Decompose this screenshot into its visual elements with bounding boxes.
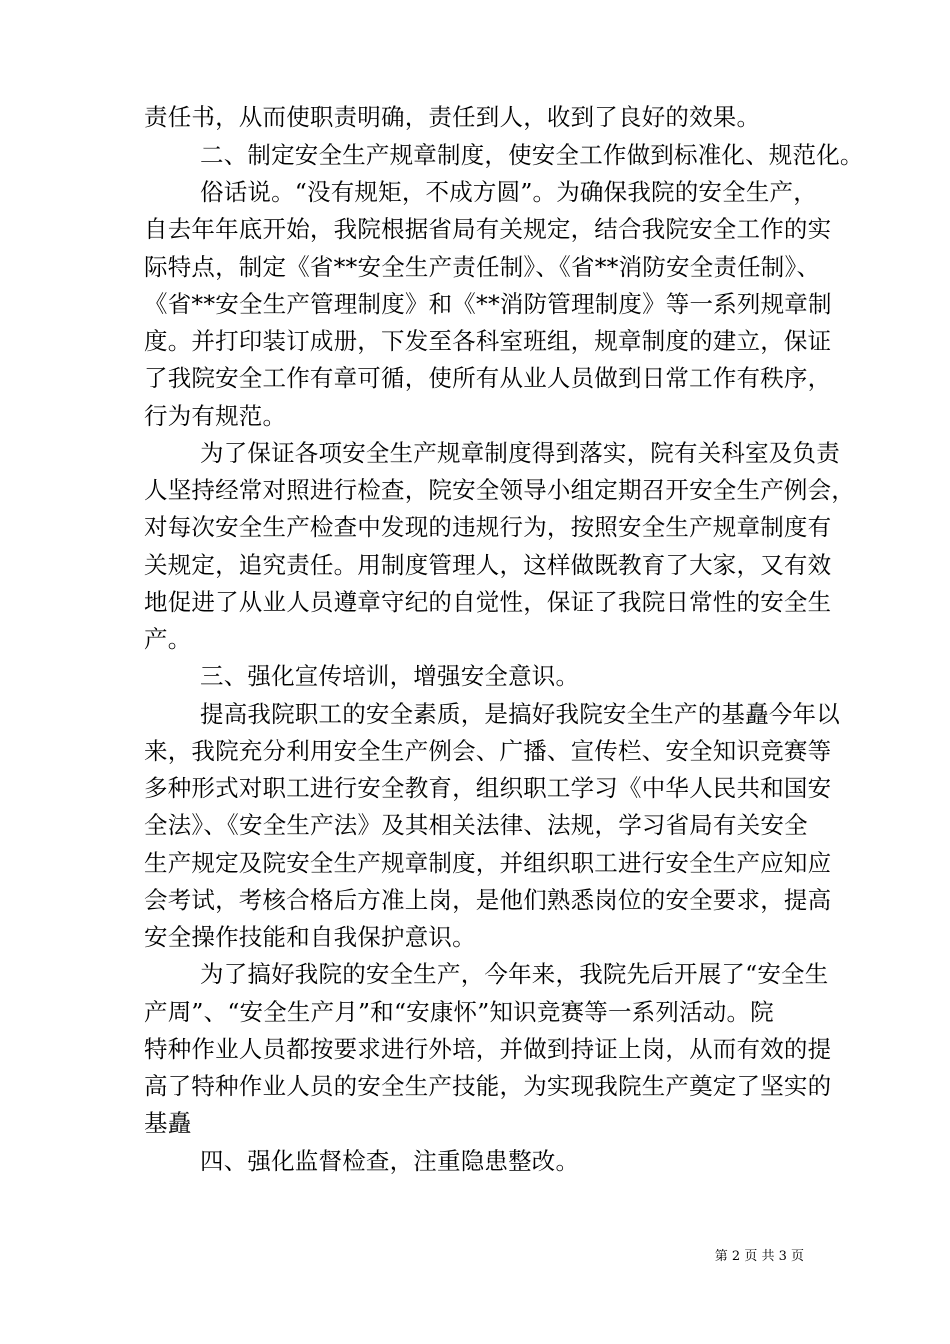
text-line: 为了搞好我院的安全生产，今年来，我院先后开展了“安全生: [200, 960, 829, 988]
section-heading: 二、制定安全生产规章制度，使安全工作做到标准化、规范化。: [200, 141, 864, 169]
text-line: 来，我院充分利用安全生产例会、广播、宣传栏、安全知识竞赛等: [144, 737, 832, 765]
text-line: 生产规定及院安全生产规章制度，并组织职工进行安全生产应知应: [144, 849, 832, 877]
section-heading: 三、强化宣传培训，增强安全意识。: [200, 662, 580, 690]
text-line: 俗话说。“没有规矩，不成方圆”。为确保我院的安全生产，: [200, 178, 817, 206]
text-line: 为了保证各项安全生产规章制度得到落实，院有关科室及负责: [200, 439, 840, 467]
text-line: 基矗: [144, 1109, 192, 1137]
text-line: 自去年年底开始，我院根据省局有关规定，结合我院安全工作的实: [144, 215, 832, 243]
text-line: 《省**安全生产管理制度》和《**消防管理制度》等一系列规章制: [144, 290, 832, 318]
text-line: 特种作业人员都按要求进行外培，并做到持证上岗，从而有效的提: [144, 1035, 832, 1063]
page-number: 第 2 页 共 3 页: [714, 1249, 804, 1264]
text-line: 际特点，制定《省**安全生产责任制》、《省**消防安全责任制》、: [144, 253, 821, 281]
text-line: 提高我院职工的安全素质，是搞好我院安全生产的基矗今年以: [200, 700, 840, 728]
text-line: 地促进了从业人员遵章守纪的自觉性，保证了我院日常性的安全生: [144, 588, 832, 616]
text-line: 安全操作技能和自我保护意识。: [144, 923, 476, 951]
text-line: 了我院安全工作有章可循，使所有从业人员做到日常工作有秩序，: [144, 364, 832, 392]
text-line: 人坚持经常对照进行检查，院安全领导小组定期召开安全生产例会，: [144, 476, 855, 504]
text-line: 产周”、“安全生产月”和“安康怀”知识竞赛等一系列活动。院: [144, 998, 774, 1026]
section-heading: 四、强化监督检查，注重隐患整改。: [200, 1147, 580, 1175]
text-line: 责任书，从而使职责明确，责任到人，收到了良好的效果。: [144, 103, 761, 131]
text-line: 关规定，追究责任。用制度管理人，这样做既教育了大家，又有效: [144, 551, 832, 579]
text-line: 多种形式对职工进行安全教育，组织职工学习《中华人民共和国安: [144, 774, 832, 802]
text-line: 全法》、《安全生产法》及其相关法律、法规，学习省局有关安全: [144, 811, 808, 839]
text-line: 高了特种作业人员的安全生产技能，为实现我院生产奠定了坚实的: [144, 1072, 832, 1100]
text-line: 度。并打印装订成册，下发至各科室班组，规章制度的建立，保证: [144, 327, 832, 355]
text-line: 行为有规范。: [144, 402, 287, 430]
text-line: 对每次安全生产检查中发现的违规行为，按照安全生产规章制度有: [144, 513, 832, 541]
text-line: 会考试，考核合格后方准上岗，是他们熟悉岗位的安全要求，提高: [144, 886, 832, 914]
text-line: 产。: [144, 625, 192, 653]
